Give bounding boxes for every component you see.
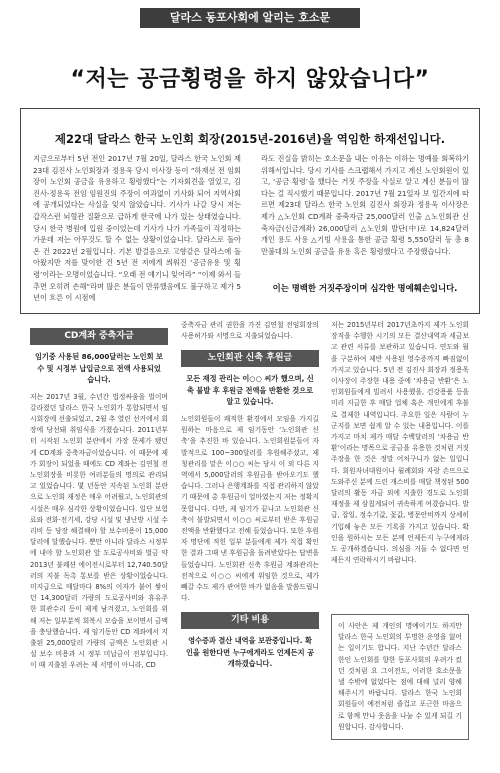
section-title-hall: 노인회관 신축 후원금 xyxy=(181,350,319,367)
callout-cd: 임기중 사용된 86,000달러는 노인회 보수 및 시정부 납입금으로 전액 사용되었습니다. xyxy=(34,352,163,384)
body-cd: 저는 2017년 3월, 수년간 법정싸움을 벌이며 갈라졌던 달라스 한국 노인회가 통합되면서 임시회장에 선출되었고, 2월 추 열린 선거에서 회장에 당선돼 취임식을 가졌습니다. 2011년부터 시작된 노인회 분란에서 가장 문제가 됐던 게 CD계좌 중축자금이었습니다. 이 때문에 제가 회장이 되었을 때에도 CD 계좌는 김연철 전 노인회장을 비롯한 여러분들의 명의로 관리되고 있었습니다. 몇 년동안 지속된 노인회 분란으로 노인회 재정은 매우 어려웠고, 노인회관의 시설은 매우 심각한 상황이었습니다. 일단 보험료와 전화·전기세, 강당 시설 및 냉난방 시설 수리비 등 당장 해결해야 할 보수비용이 15,000달러에 달했습니다. 뿐만 아니라 달라스 시정부에 내야 할 노인회관 앞 도로공사비와 벌금 약 2013년 불쾌션 에이전시로부터 12,740.50달러의 지불 독촉 통보를 받은 상황이었습니다. 미지급으로 매달마다 8%의 이자가 붙어 쌓이던 14,300달러 가량의 도로공사비와 휴유주 한 회관수리 등이 제게 남겨졌고, 노인회를 위해 저는 일부분씩 회복시 모습을 보이면서 금액을 충당했습니다. 제 임기동안 CD 계좌에서 지출된 25,000달러 가량의 금액은 노인회관 시설 보수 비용과 시 정부 미납금이 전부입니다. 이 때 지출된 우려는 제 서명이 아니라, CD xyxy=(30,392,168,670)
intro-box xyxy=(20,108,480,314)
intro-closing: 이는 명백한 거짓주장이며 심각한 명예훼손입니다. xyxy=(272,283,458,293)
intro-left-text: 지금으로부터 5년 전인 2017년 7월 20일, 달라스 한국 노인회 제23대 김진사 노인회장과 정용욱 당시 이사장 등이 “하재선 전 임회장이 노인회 공금을 유용하고 횡령했다”는 기자회견을 열었고, 김진사-정용욱 전임 임원진의 주장이 여과없이 기사화 되어 지역사회에 공개되었다는 사실을 잊지 않았습니다. 기사가 나갈 당시 저는 갑작스런 뇌혈관 질환으로 급하게 한국에 나가 있는 상태였습니다. 당시 한국 병원에 입원 중이었는데 기사가 나가 가족들이 걱정하는 가운데 저는 아무것도 할 수 없는 상황이었습니다. 달라스로 돌아온 건 2022년 2월입니다. 기본 발걸음으로 고향같은 달라스에 돌아왔지만 저를 맞이한 건 5년 전 저에게 씌워진 ‘공금유용 및 횡령’이라는 오명이었습니다. “오래 전 얘기니 잊어라” “이제 와서 들추면 오히려 손해”라며 많은 분들이 만류했음에도 불구하고 제가 5년이 흐른 이 시점에 xyxy=(33,154,241,303)
banner: 달라스 동포사회에 알리는 호소문 xyxy=(140,8,360,28)
body-other: 저는 2015년부터 2017년초까지 제가 노인회장직을 수행한 시기의 모든 결산내역과 세금보고 관련 서류를 보관하고 있습니다. 연도와 월을 구분하여 제반 사용된 영수증까지 빠짐없이 가지고 있습니다. 5년 전 김진사 회장과 정용욱 이사장이 주장한 내용 중에 ‘차용금 반환’은 노인회원들에게 빌려서 사용했을, 건강용품 등을 미리 지급한 후 매달 업체 혹은 개인에게 후불로 결제한 내역입니다. 주요한 일은 사람이 누군지를 보면 쉽게 알 수 있는 내용입니다. 이를 가지고 마치 제가 매달 수백달러의 ‘차용금 반환’이라는 명목으로 공금을 유용한 것처럼 거짓 주장을 한 것은 정말 어처구니가 없는 일입니다. 회원자녀대원이나 월례회와 자랑 손뜨으로 도와주신 분께 드린 개스비를 매달 책정된 500달러의 활동 자금 외에 지출한 경도로 노인회 재정을 제 삼칩게되어 귀속하게 여겼습니다. 발급, 잡일, 정수기값, 꽃값, 병문안비까지 상세히 기입해 놓은 모든 기록을 가지고 있습니다. 확인을 원하시는 모든 분께 언제든지 누구에게라도 공개하겠습니다. 의심을 거둘 수 없다면 언제든지 연락하시기 바랍니다. xyxy=(331,321,469,565)
section-title-cd: CD계좌 중축자금 xyxy=(30,328,168,345)
body-hall: 노인회원들이 쾌적한 환경에서 모임을 가지길 원하는 마음으로 제 임기동안 ‘노인회관 신축’을 추진한 바 있습니다. 노인회원분들이 자발적으로 100~300달러를 후원해주셨고, 제 청관리를 맡은 이○○ 씨는 당시 이 외 다른 지역에서 5,000달러의 후원금을 받아오기도 했습니다. 그러나 은행계좌를 직접 관리하지 않았기 때문에 총 후원금이 얼마였는지 저는 정확지 못합니다. 다만, 제 임기가 끝나고 노인회관 신축이 불발되면서 이○○ 씨로부터 받은 후원금 전액을 반환했다고 전해 들었습니다. 또한 후원자 명단에 적힌 일부 분들에게 제가 직접 확인한 결과 그때 낸 후원금을 돌려받았다는 답변을 들었습니다. 노인회관 신축 후원금 계좌관리는 전적으로 이○○ 씨에게 위임한 것으로, 제가 빼갈 수도 제가 관여한 바가 없음을 말씀드립니다. xyxy=(181,414,319,603)
intro-title: 제22대 달라스 한국 노인회 회장(2015년-2016년)을 역임한 하재선입니다. xyxy=(54,132,446,146)
intro-right-text: 라도 진실을 밝히는 호소문을 내는 이유는 이하는 명예를 회복하기 위해서입니다. 당시 기사를 스크랩해서 가지고 계신 노인회원이 있고, ‘공금 횡령’을 했다는 거짓 주장을 사실로 알고 계신 분들이 많다는 걸 직시했기 때문입니다. 2017년 7월 21일자 보 일간지에 따르면 제23대 달라스 한국 노인회 김진사 회장과 정용욱 이사장은 제가 △노인회 CD계좌 중축자금 25,000달러 인출 △노인회관 신축자금(신금계좌) 26,000달러 △노인회 발단(中)로 14,824달러 개인 용도 사용 △기빙 사용을 통한 공금 횡령 5,550달러 등 총 8만불대의 노인회 공금을 유용 혹은 횡령했다고 주장했습니다. xyxy=(261,154,469,256)
column-hall xyxy=(181,320,319,768)
column-other xyxy=(331,320,469,768)
headline: “저는 공금횡령을 하지 않았습니다” xyxy=(70,67,430,92)
column-cd xyxy=(30,320,168,768)
intro-right-column xyxy=(261,153,469,277)
body-cd-continued: 중축자금 관리 권한을 가진 김연철 전임회장의 사용허가와 서명으로 지출되었습니다. xyxy=(181,321,319,341)
callout-hall: 모든 재정 관리는 이○○ 씨가 했으며, 신축 불발 후 후원금 전액을 반환한 것으로 알고 있습니다. xyxy=(186,374,314,407)
callout-other: 영수증과 결산 내역을 보관중입니다. 확인을 원한다면 누구에게라도 언제든지 공개하겠습니다. xyxy=(185,636,315,669)
intro-left-column xyxy=(33,153,241,303)
notice-box: 이 사안은 제 개인의 명예이기도 하지만 달라스 한국 노인회의 투명한 운영을 잃어는 일이기도 합니다. 지난 수년간 달라스 한인 노인회를 향한 동포사회의 우려가 컸던 것처럼 요 그이전도, 이러한 호소문을 낼 수밖에 없었다는 점에 대해 널리 양해해주시기 바랍니다. 달라스 한국 노인회 회원들이 예전처럼 즐겁고 포근한 마음으로 함께 만나 웃음을 나눌 수 있게 되길 기원합니다. 감사합니다. xyxy=(331,614,469,740)
section-title-other: 기타 비용 xyxy=(181,612,319,629)
